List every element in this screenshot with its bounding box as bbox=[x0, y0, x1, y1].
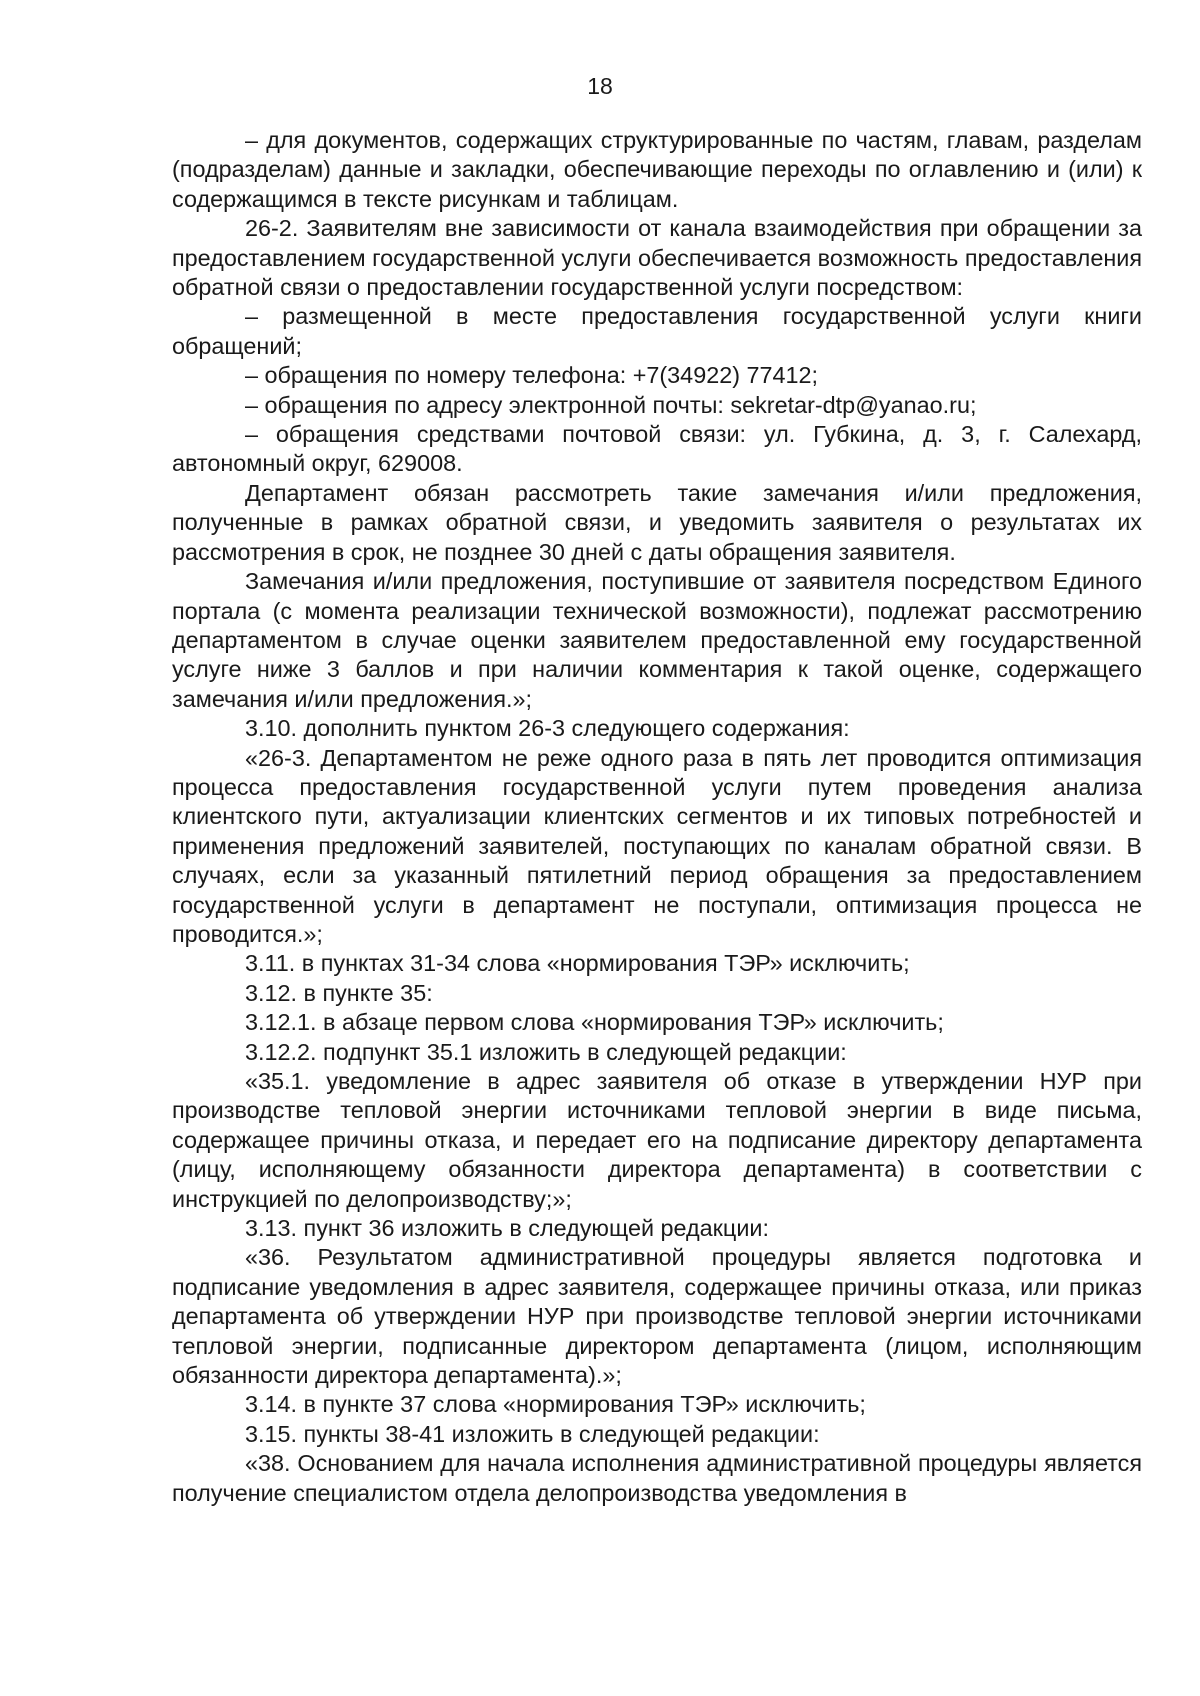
paragraph-document-bookmarks: – для документов, содержащих структурированные по частям, главам, разделам (подразделам) данные и закладки, обеспечивающие переходы по оглавлению и (или) к содержащимся в тексте рисункам и таблицам. bbox=[172, 127, 1142, 212]
paragraph-3-14: 3.14. в пункте 37 слова «нормирования ТЭР» исключить; bbox=[245, 1391, 866, 1418]
paragraph-3-12-2: 3.12.2. подпункт 35.1 изложить в следующей редакции: bbox=[245, 1038, 847, 1065]
paragraph-postal-address: – обращения средствами почтовой связи: ул. Губкина, д. 3, г. Салехард, автономный округ, 629008. bbox=[172, 421, 1142, 477]
document-body bbox=[172, 126, 1142, 1508]
paragraph-26-2: 26-2. Заявителям вне зависимости от канала взаимодействия при обращении за предоставлением государственной услуги обеспечивается возможность предоставления обратной связи о предоставлении государственной услуги посредством: bbox=[172, 215, 1142, 301]
paragraph-36: «36. Результатом административной процедуры является подготовка и подписание уведомления в адрес заявителя, содержащее причины отказа, или приказ департамента об утверждении НУР при производстве тепловой энергии источниками тепловой энергии, подписанные директором департамента (лицом, исполняющим обязанности директора департамента).»; bbox=[172, 1244, 1142, 1389]
paragraph-appeals-book: – размещенной в месте предоставления государственной услуги книги обращений; bbox=[172, 303, 1142, 359]
paragraph-phone: – обращения по номеру телефона: +7(34922) 77412; bbox=[245, 362, 819, 389]
paragraph-email: – обращения по адресу электронной почты: sekretar-dtp@yanao.ru; bbox=[245, 391, 977, 418]
paragraph-3-12-1: 3.12.1. в абзаце первом слова «нормирования ТЭР» исключить; bbox=[245, 1009, 944, 1036]
paragraph-3-15: 3.15. пункты 38-41 изложить в следующей редакции: bbox=[245, 1420, 820, 1447]
paragraph-3-10: 3.10. дополнить пунктом 26-3 следующего содержания: bbox=[245, 715, 850, 742]
paragraph-35-1: «35.1. уведомление в адрес заявителя об отказе в утверждении НУР при производстве тепловой энергии источниками тепловой энергии в виде письма, содержащее причины отказа, и передает его на подписание директору департамента (лицу, исполняющему обязанности директора департамента) в соответствии с инструкцией по делопроизводству;»; bbox=[172, 1068, 1142, 1212]
paragraph-3-12: 3.12. в пункте 35: bbox=[245, 979, 433, 1006]
paragraph-department-review: Департамент обязан рассмотреть такие замечания и/или предложения, полученные в рамках обратной связи, и уведомить заявителя о результатах их рассмотрения в срок, не позднее 30 дней с даты обращения заявителя. bbox=[172, 479, 1142, 565]
page-number: 18 bbox=[587, 73, 613, 99]
paragraph-26-3: «26-3. Департаментом не реже одного раза в пять лет проводится оптимизация процесса предоставления государственной услуги путем проведения анализа клиентского пути, актуализации клиентских сегментов и их типовых потребностей и применения предложений заявителей, поступающих по каналам обратной связи. В случаях, если за указанный пятилетний период обращения за предоставлением государственной услуги в департамент не поступали, оптимизация процесса не проводится.»; bbox=[172, 744, 1142, 947]
paragraph-38: «38. Основанием для начала исполнения административной процедуры является получение специалистом отдела делопроизводства уведомления в bbox=[172, 1450, 1142, 1506]
paragraph-3-11: 3.11. в пунктах 31-34 слова «нормирования ТЭР» исключить; bbox=[245, 950, 910, 977]
paragraph-portal-feedback: Замечания и/или предложения, поступившие от заявителя посредством Единого портала (с момента реализации технической возможности), подлежат рассмотрению департаментом в случае оценки заявителем предоставленной ему государственной услуге ниже 3 баллов и при наличии комментария к такой оценке, содержащего замечания и/или предложения.»; bbox=[172, 568, 1142, 712]
paragraph-3-13: 3.13. пункт 36 изложить в следующей редакции: bbox=[245, 1215, 769, 1242]
